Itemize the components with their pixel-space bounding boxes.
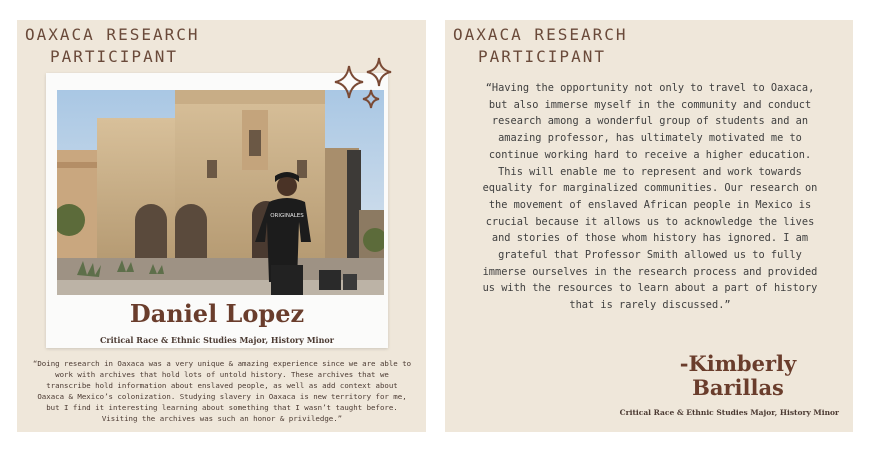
author-line-2: Barillas: [692, 375, 784, 400]
participant-card-right: [445, 20, 853, 432]
header-line-1: OAXACA RESEARCH: [25, 25, 200, 44]
card-header: [25, 24, 200, 68]
header-line-2: PARTICIPANT: [478, 47, 606, 66]
card-header: [453, 24, 628, 68]
sparkle-icon: [327, 56, 397, 126]
header-line-1: OAXACA RESEARCH: [453, 25, 628, 44]
quote-author: [673, 352, 803, 400]
participant-major: Critical Race & Ethnic Studies Major, History Minor: [100, 335, 334, 345]
participant-quote: “Doing research in Oaxaca was a very unique & amazing experience since we are able to work with archives that hold lots of untold history. These archives that we transcribe hold information about enslaved people, as well as add context about Oaxaca & Mexico’s colonization. Studying slavery in Oaxaca is new territory for me, but I find it interesting learning about something that I wasn’t taught before. Visiting the archives was such an honor & priviledge.”: [32, 359, 412, 423]
participant-major: Critical Race & Ethnic Studies Major, History Minor: [619, 408, 839, 417]
header-line-2: PARTICIPANT: [50, 47, 178, 66]
shirt-text: ORIGINALES: [270, 213, 304, 219]
participant-name: Daniel Lopez: [129, 299, 305, 328]
participant-quote: “Having the opportunity not only to travel to Oaxaca, but also immerse myself in the community and conduct research among a wonderful group of students and an amazing professor, has ultimately motivated me to continue working hard to receive a higher education. This will enable me to represent and work towards equality for marginalized communities. Our research on the movement of enslaved African people in Mexico is crucial because it allows us to acknowledge the lives and stories of those whom history has ignored. I am grateful that Professor Smith allowed us to fully immerse ourselves in the research process and provided us with the resources to learn about a part of history that is rarely discussed.”: [482, 82, 818, 312]
author-line-1: -Kimberly: [679, 351, 797, 376]
participant-card-left: [17, 20, 426, 432]
